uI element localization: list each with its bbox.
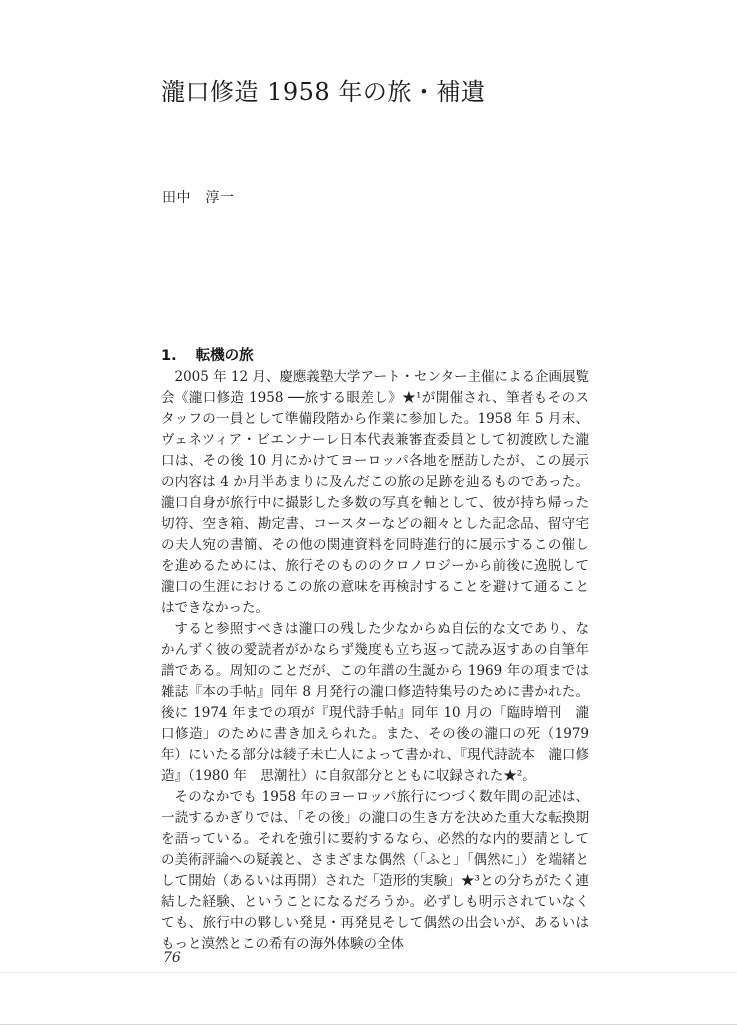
paragraph-3: そのなかでも 1958 年のヨーロッパ旅行につづく数年間の記述は、一読するかぎりでは、「その後」の瀧口の生き方を決めた重大な転換期を語っている。それを強引に要約するなら、必然的な内的要請としての美術評論への疑義と、さまざまな偶然（「ふと」「偶然に」）を端緒として開始（あるいは再開）された「造形的実験」★³との分ちがたく連結した経験、ということになるだろうか。必ずしも明示されていなくても、旅行中の夥しい発見・再発見そして偶然の出会いが、あるいはもっと漠然とこの希有の海外体験の全体 [161,789,589,952]
page-number: 76 [163,950,181,966]
article-title: 瀧口修造 1958 年の旅・補遺 [161,78,486,106]
section-number: 1. [161,348,177,364]
author-name: 田中 淳一 [162,190,235,206]
article-body [161,346,589,955]
section-title: 転機の旅 [195,348,254,364]
paragraph-1: 2005 年 12 月、慶應義塾大学アート・センター主催による企画展覧会《瀧口修造 1958 ──旅する眼差し》★¹が開催され、筆者もそのスタッフの一員として準備段階から作業に参加した。1958 年 5 月末、ヴェネツィア・ビエンナーレ日本代表兼審査委員として初渡欧した瀧口は、その後 10 月にかけてヨーロッパ各地を歴訪したが、この展示の内容は 4 か月半あまりに及んだこの旅の足跡を辿るものであった。瀧口自身が旅行中に撮影した多数の写真を軸として、彼が持ち帰った切符、空き箱、勘定書、コースターなどの細々とした記念品、留守宅の夫人宛の書簡、その他の関連資料を同時進行的に展示するこの催しを進めるためには、旅行そのもののクロノロジーから前後に逸脱して瀧口の生涯におけるこの旅の意味を再検討することを避けて通ることはできなかった。 [161,369,589,616]
section-heading [161,346,589,367]
scan-artifact-line [0,972,737,973]
paragraph-2: すると参照すべきは瀧口の残した少なからぬ自伝的な文であり、なかんずく彼の愛読者がかならず幾度も立ち返って読み返すあの自筆年譜である。周知のことだが、この年譜の生誕から 1969 年の項までは雑誌『本の手帖』同年 8 月発行の瀧口修造特集号のために書かれた。後に 1974 年までの項が『現代詩手帖』同年 10 月の「臨時増刊 瀧口修造」のために書き加えられた。また、その後の瀧口の死（1979 年）にいたる部分は綾子未亡人によって書かれ、『現代詩読本 瀧口修造』（1980 年 思潮社）に自叙部分とともに収録された★²。 [161,621,589,784]
